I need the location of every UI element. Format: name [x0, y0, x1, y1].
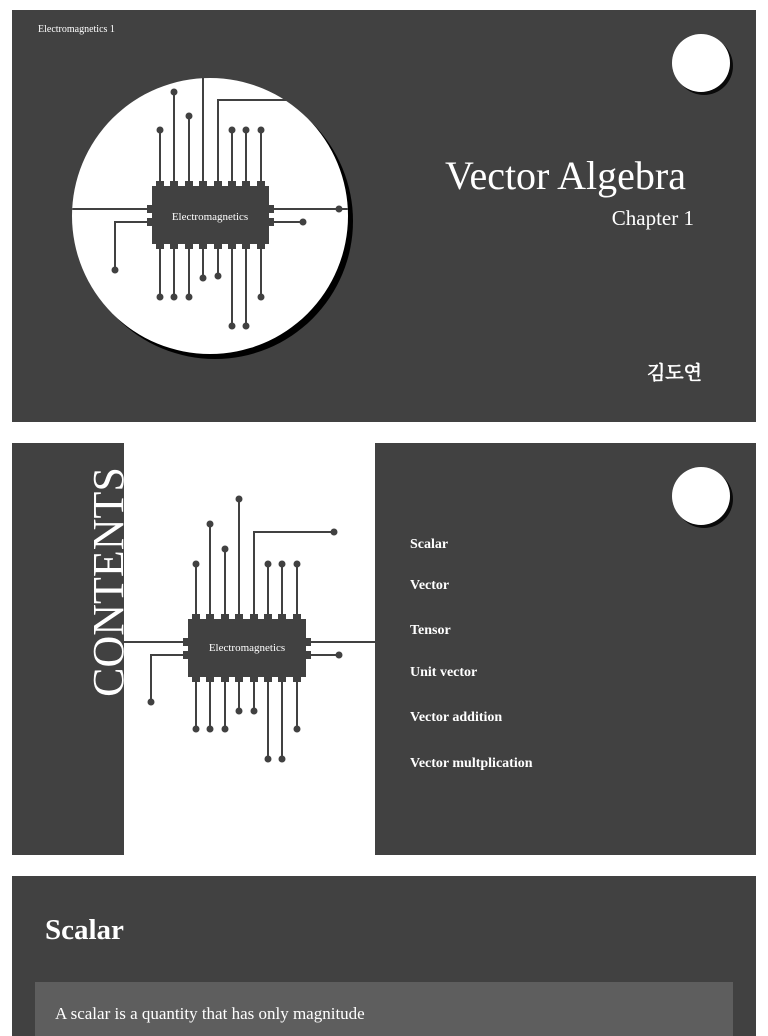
body-text: A scalar is a quantity that has only magnitude [55, 1004, 365, 1023]
slide-title: Vector Algebra [444, 153, 686, 198]
slide-title: Scalar [45, 914, 124, 946]
toc-item-vector[interactable]: Vector [410, 578, 450, 593]
circuit-chip-icon [12, 443, 756, 855]
chip-label: Electromagnetics [171, 211, 249, 223]
toc-item-vector-multiplication[interactable]: Vector multplication [410, 756, 533, 771]
chip-label: Electromagnetics [208, 642, 286, 654]
toc-item-vector-addition[interactable]: Vector addition [410, 710, 503, 725]
scalar-slide [12, 876, 756, 1036]
slide-header: Electromagnetics 1 [38, 24, 115, 35]
content-box [35, 982, 733, 1036]
contents-slide [12, 443, 756, 855]
toc-item-scalar[interactable]: Scalar [410, 537, 449, 552]
slide-subtitle: Chapter 1 [611, 206, 694, 230]
author-name: 김도연 [646, 362, 702, 384]
toc-item-tensor[interactable]: Tensor [410, 623, 451, 638]
contents-heading: CONTENTS [84, 467, 133, 697]
title-slide [12, 10, 756, 422]
toc-item-unit-vector[interactable]: Unit vector [410, 665, 478, 680]
